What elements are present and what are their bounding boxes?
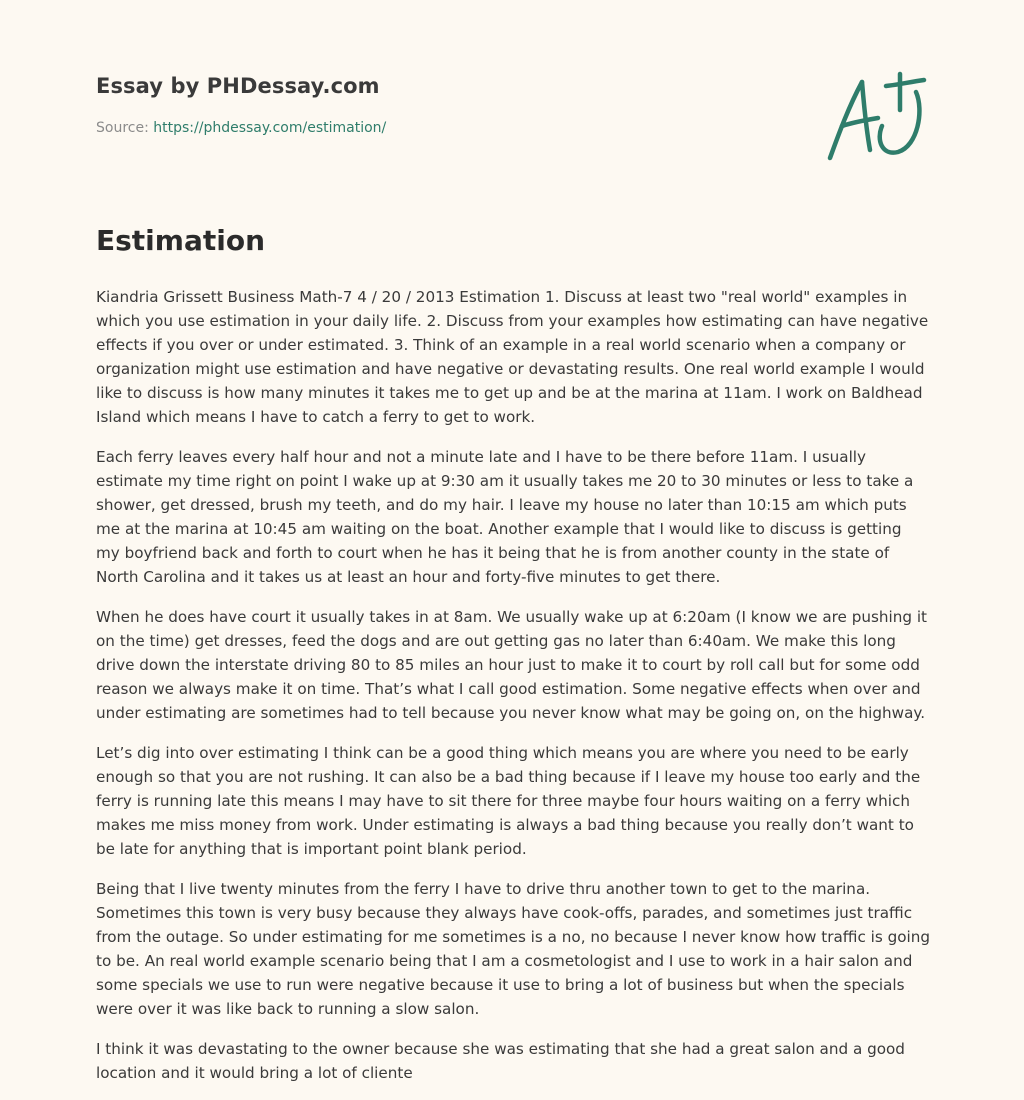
essay-paragraph: Kiandria Grissett Business Math-7 4 / 20 / 2013 Estimation 1. Discuss at least two "real world" examples in which you use estimation in your daily life. 2. Discuss from your examples how estimating can have negative effects if you over or under estimated. 3. Think of an example in a real world scenario when a company or organization might use estimation and have negative or devastating results. One real world example I would like to discuss is how many minutes it takes me to get up and be at the marina at 11am. I work on Baldhead Island which means I have to catch a ferry to get to work. [96,288,929,426]
page-header [96,74,796,136]
essay-paragraph: I think it was devastating to the owner because she was estimating that she had a great salon and a good location and it would bring a lot of cliente [96,1040,905,1082]
source-label: Source: [96,120,149,136]
essay-paragraph: Being that I live twenty minutes from the ferry I have to drive thru another town to get to the marina. Sometimes this town is very busy because they always have cook-offs, parades, and sometimes just traffic from the outage. So under estimating for me sometimes is a no, no because I never know how traffic is going to be. An real world example scenario being that I am a cosmetologist and I use to work in a hair salon and some specials we use to run were negative because it use to bring a lot of business but when the specials were over it was like back to running a slow salon. [96,880,930,1018]
source-link[interactable]: https://phdessay.com/estimation/ [153,120,387,136]
essay-body [96,285,930,1100]
essay-paragraph: Each ferry leaves every half hour and not a minute late and I have to be there before 11am. I usually estimate my time right on point I wake up at 9:30 am it usually takes me 20 to 30 minutes or less to take a shower, get dressed, brush my teeth, and do my hair. I leave my house no later than 10:15 am which puts me at the marina at 10:45 am waiting on the boat. Another example that I would like to discuss is getting my boyfriend back and forth to court when he has it being that he is from another county in the state of North Carolina and it takes us at least an hour and forty-five minutes to get there. [96,448,914,586]
a-plus-grade-icon [820,66,930,166]
site-title: Essay by PHDessay.com [96,74,380,98]
source-line [96,120,796,136]
essay-paragraph: When he does have court it usually takes in at 8am. We usually wake up at 6:20am (I know we are pushing it on the time) get dresses, feed the dogs and are out getting gas no later than 6:40am. We make this long drive down the interstate driving 80 to 85 miles an hour just to make it to court by roll call but for some odd reason we always make it on time. That’s what I call good estimation. Some negative effects when over and under estimating are sometimes had to tell because you never know what may be going on, on the highway. [96,608,928,722]
essay-title: Estimation [96,224,265,257]
essay-paragraph: Let’s dig into over estimating I think can be a good thing which means you are where you need to be early enough so that you are not rushing. It can also be a bad thing because if I leave my house too early and the ferry is running late this means I may have to sit there for three maybe four hours waiting on a ferry which makes me miss money from work. Under estimating is always a bad thing because you really don’t want to be late for anything that is important point blank period. [96,744,921,858]
